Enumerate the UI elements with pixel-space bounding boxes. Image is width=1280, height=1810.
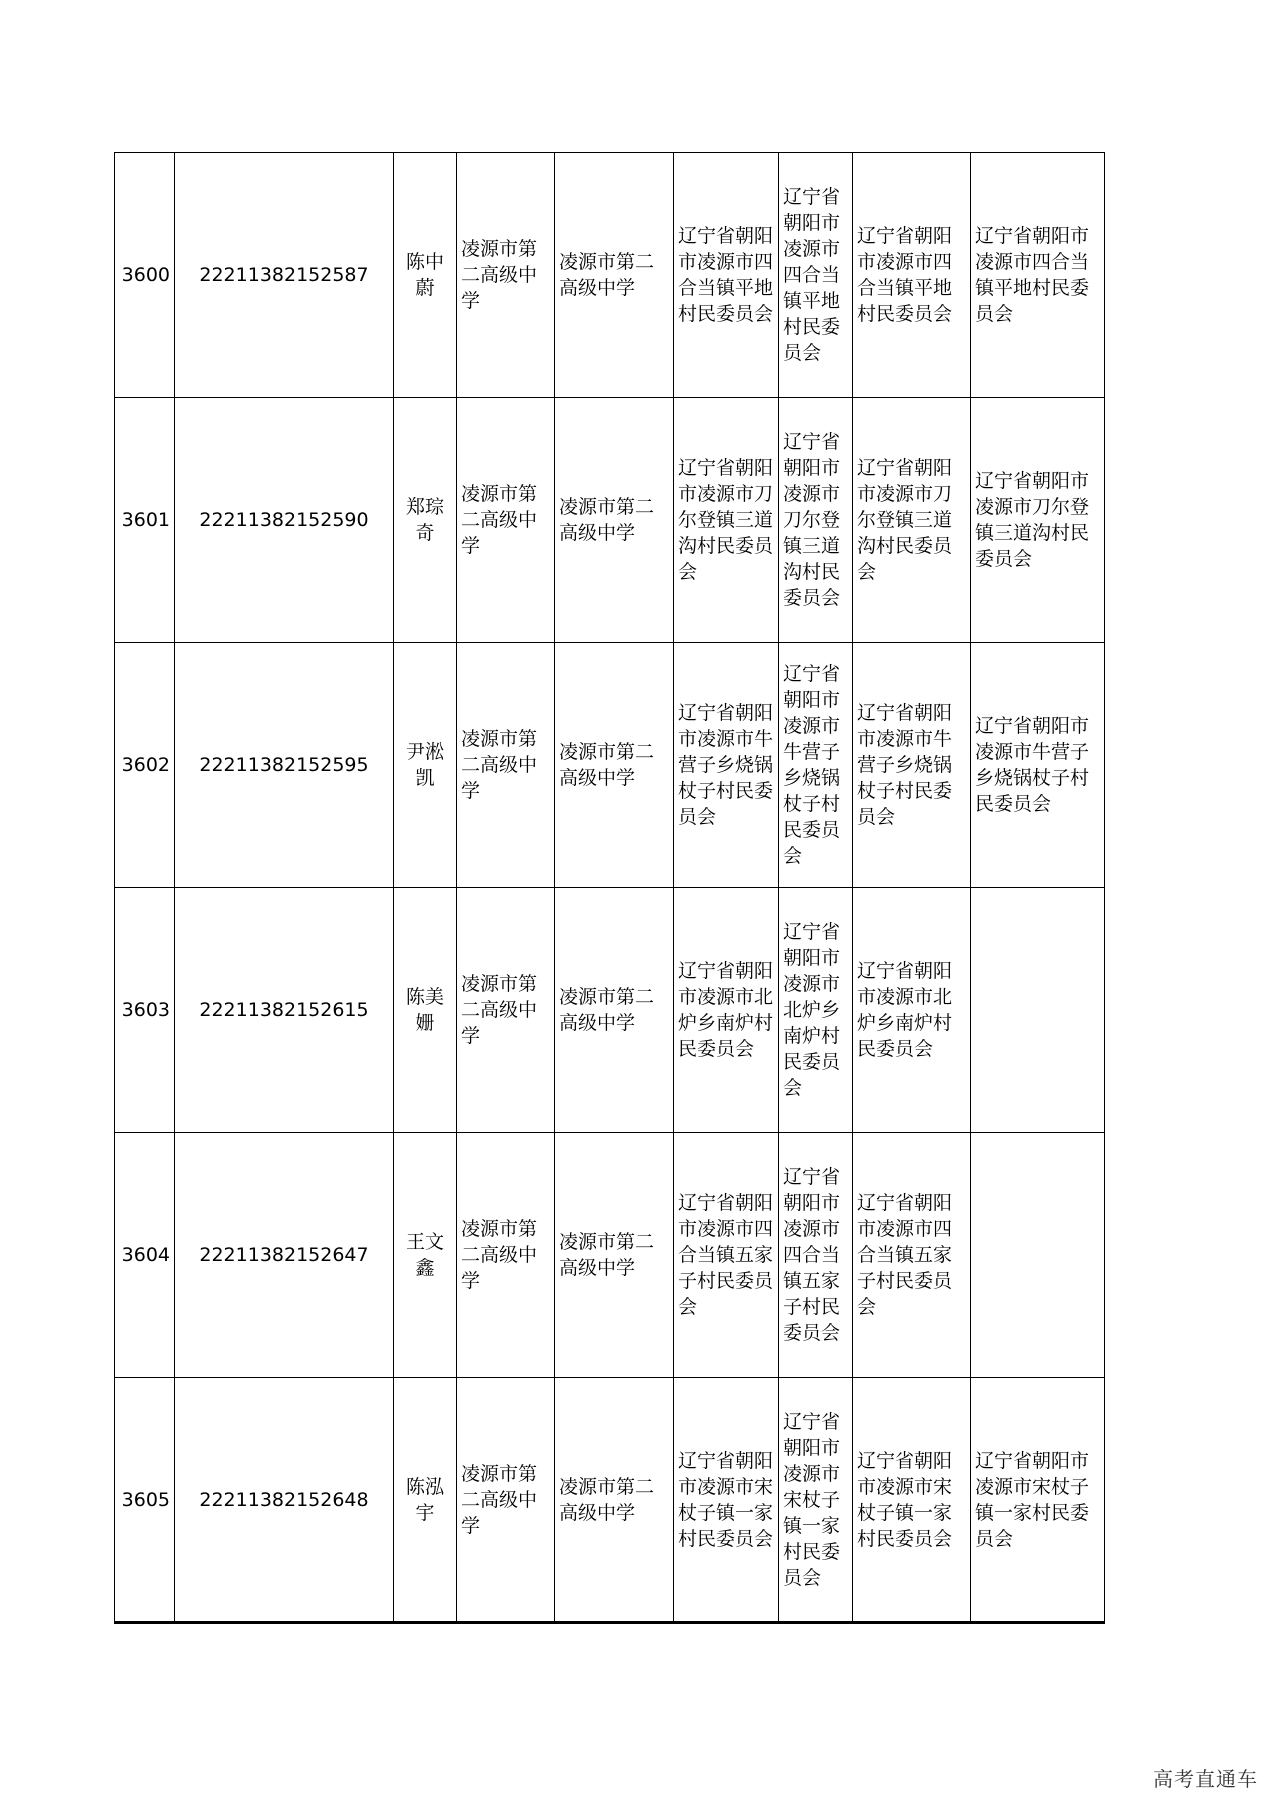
exam-id-cell: 22211382152587: [175, 153, 394, 398]
parent-address-cell: 辽宁省朝阳市凌源市四合当镇平地村民委员会: [779, 153, 853, 398]
school-cell: 凌源市第二高级中学: [457, 643, 555, 888]
residence-address-cell: 辽宁省朝阳市凌源市宋杖子镇一家村民委员会: [853, 1378, 971, 1623]
residence-address-cell: 辽宁省朝阳市凌源市四合当镇五家子村民委员会: [853, 1133, 971, 1378]
school-cell: 凌源市第二高级中学: [457, 1133, 555, 1378]
table-row: [115, 1133, 1105, 1378]
seq-cell: 3603: [115, 888, 175, 1133]
parent-address-cell: 辽宁省朝阳市凌源市牛营子乡烧锅杖子村民委员会: [779, 643, 853, 888]
parent-address-cell: 辽宁省朝阳市凌源市刀尔登镇三道沟村民委员会: [779, 398, 853, 643]
table-row: [115, 643, 1105, 888]
table-row: [115, 888, 1105, 1133]
graduation-school-cell: 凌源市第二高级中学: [555, 153, 674, 398]
parent-address-cell: 辽宁省朝阳市凌源市四合当镇五家子村民委员会: [779, 1133, 853, 1378]
guardian-address-cell: 辽宁省朝阳市凌源市刀尔登镇三道沟村民委员会: [971, 398, 1105, 643]
graduation-school-cell: 凌源市第二高级中学: [555, 643, 674, 888]
household-address-cell: 辽宁省朝阳市凌源市四合当镇平地村民委员会: [674, 153, 779, 398]
name-cell: 王文鑫: [394, 1133, 457, 1378]
table-row: [115, 153, 1105, 398]
parent-address-cell: 辽宁省朝阳市凌源市宋杖子镇一家村民委员会: [779, 1378, 853, 1623]
name-cell: 尹淞凯: [394, 643, 457, 888]
document-sheet: [114, 152, 1104, 1622]
household-address-cell: 辽宁省朝阳市凌源市四合当镇五家子村民委员会: [674, 1133, 779, 1378]
seq-cell: 3602: [115, 643, 175, 888]
graduation-school-cell: 凌源市第二高级中学: [555, 1133, 674, 1378]
name-cell: 陈中蔚: [394, 153, 457, 398]
graduation-school-cell: 凌源市第二高级中学: [555, 398, 674, 643]
guardian-address-cell: 辽宁省朝阳市凌源市四合当镇平地村民委员会: [971, 153, 1105, 398]
guardian-address-cell: [971, 1133, 1105, 1378]
school-cell: 凌源市第二高级中学: [457, 888, 555, 1133]
residence-address-cell: 辽宁省朝阳市凌源市四合当镇平地村民委员会: [853, 153, 971, 398]
name-cell: 郑琮奇: [394, 398, 457, 643]
seq-cell: 3605: [115, 1378, 175, 1623]
watermark-text: 高考直通车: [1153, 1767, 1258, 1791]
household-address-cell: 辽宁省朝阳市凌源市刀尔登镇三道沟村民委员会: [674, 398, 779, 643]
guardian-address-cell: [971, 888, 1105, 1133]
school-cell: 凌源市第二高级中学: [457, 153, 555, 398]
guardian-address-cell: 辽宁省朝阳市凌源市宋杖子镇一家村民委员会: [971, 1378, 1105, 1623]
exam-id-cell: 22211382152647: [175, 1133, 394, 1378]
graduation-school-cell: 凌源市第二高级中学: [555, 888, 674, 1133]
seq-cell: 3604: [115, 1133, 175, 1378]
name-cell: 陈美姗: [394, 888, 457, 1133]
graduation-school-cell: 凌源市第二高级中学: [555, 1378, 674, 1623]
seq-cell: 3601: [115, 398, 175, 643]
school-cell: 凌源市第二高级中学: [457, 1378, 555, 1623]
school-cell: 凌源市第二高级中学: [457, 398, 555, 643]
exam-id-cell: 22211382152590: [175, 398, 394, 643]
residence-address-cell: 辽宁省朝阳市凌源市刀尔登镇三道沟村民委员会: [853, 398, 971, 643]
household-address-cell: 辽宁省朝阳市凌源市北炉乡南炉村民委员会: [674, 888, 779, 1133]
seq-cell: 3600: [115, 153, 175, 398]
exam-id-cell: 22211382152648: [175, 1378, 394, 1623]
parent-address-cell: 辽宁省朝阳市凌源市北炉乡南炉村民委员会: [779, 888, 853, 1133]
name-cell: 陈泓宇: [394, 1378, 457, 1623]
household-address-cell: 辽宁省朝阳市凌源市宋杖子镇一家村民委员会: [674, 1378, 779, 1623]
residence-address-cell: 辽宁省朝阳市凌源市牛营子乡烧锅杖子村民委员会: [853, 643, 971, 888]
exam-id-cell: 22211382152615: [175, 888, 394, 1133]
table-row: [115, 1378, 1105, 1623]
table-row: [115, 398, 1105, 643]
household-address-cell: 辽宁省朝阳市凌源市牛营子乡烧锅杖子村民委员会: [674, 643, 779, 888]
exam-id-cell: 22211382152595: [175, 643, 394, 888]
student-table: [114, 152, 1105, 1624]
residence-address-cell: 辽宁省朝阳市凌源市北炉乡南炉村民委员会: [853, 888, 971, 1133]
guardian-address-cell: 辽宁省朝阳市凌源市牛营子乡烧锅杖子村民委员会: [971, 643, 1105, 888]
